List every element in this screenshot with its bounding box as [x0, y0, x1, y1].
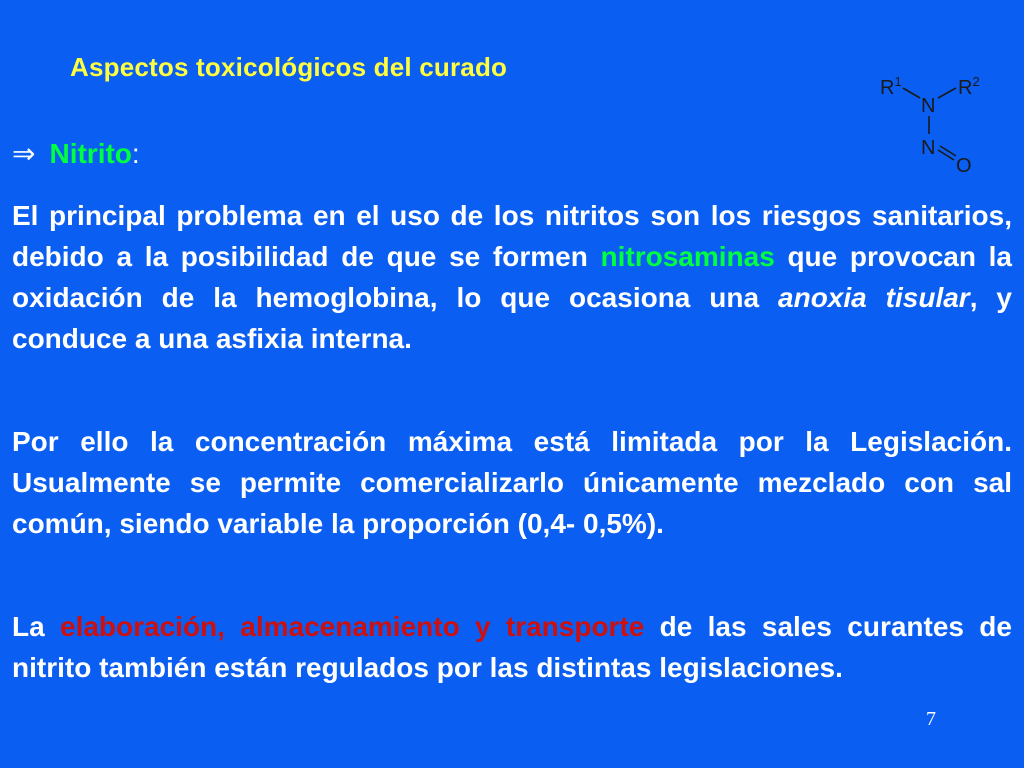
paragraph1-text-3: , y conduce a una asfixia interna. [12, 282, 1012, 354]
n-top-label: N [921, 95, 936, 117]
bond-r2-n [938, 88, 956, 98]
paragraph-regulation [12, 606, 1012, 688]
paragraph-legislation [12, 421, 1012, 544]
anoxia-tisular-term: anoxia tisular [778, 282, 970, 313]
bullet-nitrito [12, 137, 140, 170]
slide-title: Aspectos toxicológicos del curado [70, 52, 508, 82]
paragraph2-text: Por ello la concentración máxima está limitada por la Legislación. Usualmente se permite comercializarlo únicamente mezclado con sal común, siendo variable la proporción (0,4- 0,5%). [12, 426, 1012, 539]
paragraph1-text-2: que provocan la oxidación de la hemoglobina, lo que ocasiona una [12, 241, 1012, 313]
double-arrow-icon: ⇒ [12, 138, 36, 169]
nitrosamine-structure-diagram [876, 68, 996, 178]
o-label: O [956, 155, 972, 177]
paragraph1-text-1: El principal problema en el uso de los nitritos son los riesgos sanitarios, debido a la posibilidad de que se formen [12, 200, 1012, 272]
r1-label: $R^1$ [880, 74, 902, 99]
elaboracion-highlight: elaboración, almacenamiento y transporte [60, 611, 645, 642]
bond-n-o-1 [938, 150, 954, 160]
bullet-colon: : [131, 138, 140, 169]
page-number: 7 [926, 708, 936, 730]
n-bottom-label: N [921, 137, 936, 159]
nitrosaminas-highlight: nitrosaminas [600, 241, 775, 272]
bullet-label: Nitrito [49, 138, 132, 169]
r2-label: $R^2$ [958, 74, 980, 99]
paragraph3-text-2: de las sales curantes de nitrito también están regulados por las distintas legislaciones. [12, 611, 1012, 683]
paragraph3-text-1: La [12, 611, 60, 642]
bond-n-o-2 [940, 146, 956, 156]
bond-r1-n [903, 88, 920, 98]
paragraph-nitrite-risks [12, 195, 1012, 359]
